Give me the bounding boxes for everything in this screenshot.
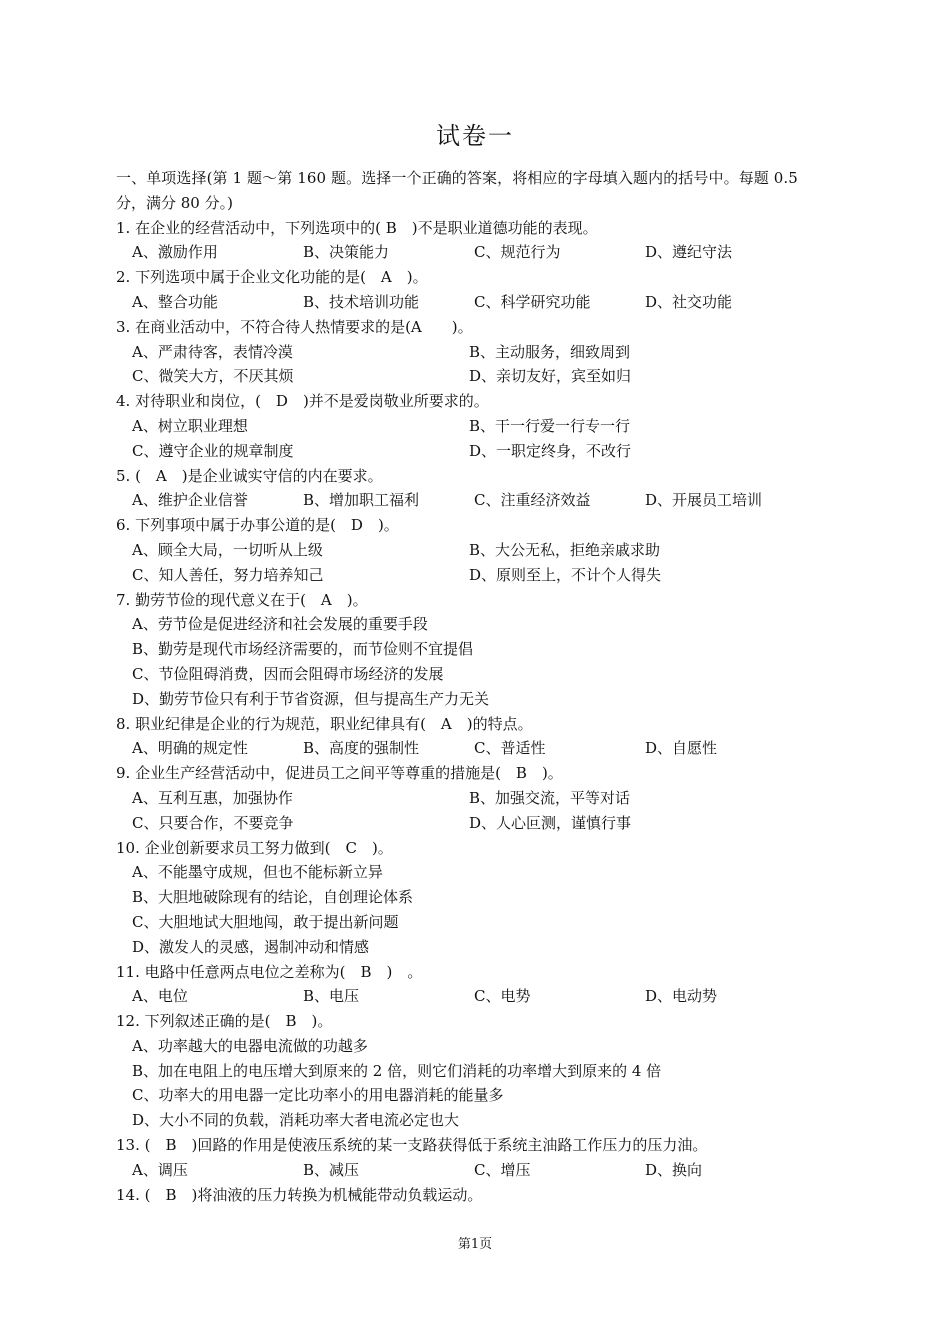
option-row (116, 290, 866, 315)
option-c: C、增压 (474, 1160, 531, 1179)
option-row (116, 240, 866, 265)
option-c: C、功率大的用电器一定比功率小的用电器消耗的能量多 (132, 1086, 504, 1105)
option-d: D、自愿性 (645, 739, 718, 758)
question-stem: 4. 对待职业和岗位，( D )并不是爱岗敬业所要求的。 (116, 392, 489, 411)
option-c: C、规范行为 (474, 243, 561, 262)
option-a: A、不能墨守成规，但也不能标新立异 (132, 863, 383, 882)
question-stem: 3. 在商业活动中，不符合待人热情要求的是(A )。 (116, 317, 473, 336)
option-c: C、普适性 (474, 739, 546, 758)
option-c: C、科学研究功能 (474, 292, 591, 311)
option-a: A、功率越大的电器电流做的功越多 (132, 1036, 368, 1055)
question-stem: 2. 下列选项中属于企业文化功能的是( A )。 (116, 268, 428, 287)
option-a: A、维护企业信誉 (132, 491, 248, 510)
option-d: D、一职定终身，不改行 (469, 441, 632, 460)
option-row (116, 364, 866, 389)
option-b: B、勤劳是现代市场经济需要的，而节俭则不宜提倡 (132, 640, 474, 659)
option-d: D、亲切友好，宾至如归 (469, 367, 632, 386)
option-c: C、节俭阻碍消费，因而会阻碍市场经济的发展 (132, 664, 444, 683)
option-c: C、注重经济效益 (474, 491, 591, 510)
option-d: D、社交功能 (645, 292, 733, 311)
option-row (116, 811, 866, 836)
option-a: A、树立职业理想 (132, 416, 248, 435)
option-d: D、遵纪守法 (645, 243, 733, 262)
option-a: A、整合功能 (132, 292, 218, 311)
question-stem: 10. 企业创新要求员工努力做到( C )。 (116, 838, 393, 857)
option-a: A、激励作用 (132, 243, 218, 262)
option-b: B、高度的强制性 (303, 739, 420, 758)
option-c: C、大胆地试大胆地闯，敢于提出新问题 (132, 912, 399, 931)
option-a: A、明确的规定性 (132, 739, 248, 758)
option-b: B、电压 (303, 987, 360, 1006)
option-a: A、顾全大局，一切听从上级 (132, 540, 323, 559)
exam-content (116, 166, 866, 1207)
question-stem: 6. 下列事项中属于办事公道的是( D )。 (116, 516, 399, 535)
option-c: C、只要合作，不要竞争 (132, 813, 294, 832)
section-intro-line2: 分，满分 80 分。) (116, 193, 233, 212)
option-a: A、严肃待客，表情冷漠 (132, 342, 293, 361)
option-d: D、电动势 (645, 987, 718, 1006)
section-intro-line1: 一、单项选择(第 1 题～第 160 题。选择一个正确的答案，将相应的字母填入题内的括号中。每题 0.5 (116, 169, 798, 187)
option-b: B、减压 (303, 1160, 360, 1179)
option-row (116, 786, 866, 811)
option-row (116, 439, 866, 464)
option-row (116, 984, 866, 1009)
option-a: A、互利互惠，加强协作 (132, 788, 293, 807)
option-c: C、知人善任，努力培养知己 (132, 565, 324, 584)
option-d: D、开展员工培训 (645, 491, 763, 510)
option-d: D、激发人的灵感，遏制冲动和情感 (132, 937, 370, 956)
option-row (116, 340, 866, 365)
option-b: B、技术培训功能 (303, 292, 420, 311)
option-d: D、大小不同的负载，消耗功率大者电流必定也大 (132, 1111, 460, 1130)
option-b: B、增加职工福利 (303, 491, 420, 510)
question-stem: 1. 在企业的经营活动中，下列选项中的( B )不是职业道德功能的表现。 (116, 218, 598, 237)
page-number: 第1页 (457, 1237, 493, 1252)
option-b: B、主动服务，细致周到 (469, 342, 631, 361)
option-a: A、调压 (132, 1160, 188, 1179)
option-c: C、微笑大方，不厌其烦 (132, 367, 294, 386)
question-stem: 11. 电路中任意两点电位之差称为( B ) 。 (116, 962, 423, 981)
option-b: B、加强交流，平等对话 (469, 788, 631, 807)
option-row (116, 414, 866, 439)
question-stem: 13. ( B )回路的作用是使液压系统的某一支路获得低于系统主油路工作压力的压力油。 (116, 1136, 708, 1155)
option-c: C、电势 (474, 987, 531, 1006)
option-a: A、劳节俭是促进经济和社会发展的重要手段 (132, 615, 428, 634)
question-stem: 12. 下列叙述正确的是( B )。 (116, 1012, 333, 1031)
question-stem: 5. ( A )是企业诚实守信的内在要求。 (116, 466, 383, 485)
option-d: D、原则至上，不计个人得失 (469, 565, 662, 584)
option-d: D、人心叵测，谨慎行事 (469, 813, 632, 832)
question-stem: 7. 勤劳节俭的现代意义在于( A )。 (116, 590, 368, 609)
option-c: C、遵守企业的规章制度 (132, 441, 294, 460)
exam-title: 试卷一 (436, 122, 514, 150)
option-row (116, 538, 866, 563)
option-row (116, 488, 866, 513)
option-d: D、勤劳节俭只有利于节省资源，但与提高生产力无关 (132, 689, 490, 708)
option-b: B、大胆地破除现有的结论，自创理论体系 (132, 888, 414, 907)
question-stem: 9. 企业生产经营活动中，促进员工之间平等尊重的措施是( B )。 (116, 764, 563, 783)
option-b: B、干一行爱一行专一行 (469, 416, 631, 435)
question-stem: 8. 职业纪律是企业的行为规范，职业纪律具有( A )的特点。 (116, 714, 533, 733)
option-row (116, 736, 866, 761)
option-a: A、电位 (132, 987, 188, 1006)
option-b: B、加在电阻上的电压增大到原来的 2 倍，则它们消耗的功率增大到原来的 4 倍 (132, 1061, 662, 1080)
option-row (116, 563, 866, 588)
option-b: B、决策能力 (303, 243, 390, 262)
option-b: B、大公无私，拒绝亲戚求助 (469, 540, 661, 559)
option-d: D、换向 (645, 1160, 703, 1179)
option-row (116, 1158, 866, 1183)
question-stem: 14. ( B )将油液的压力转换为机械能带动负载运动。 (116, 1185, 483, 1204)
